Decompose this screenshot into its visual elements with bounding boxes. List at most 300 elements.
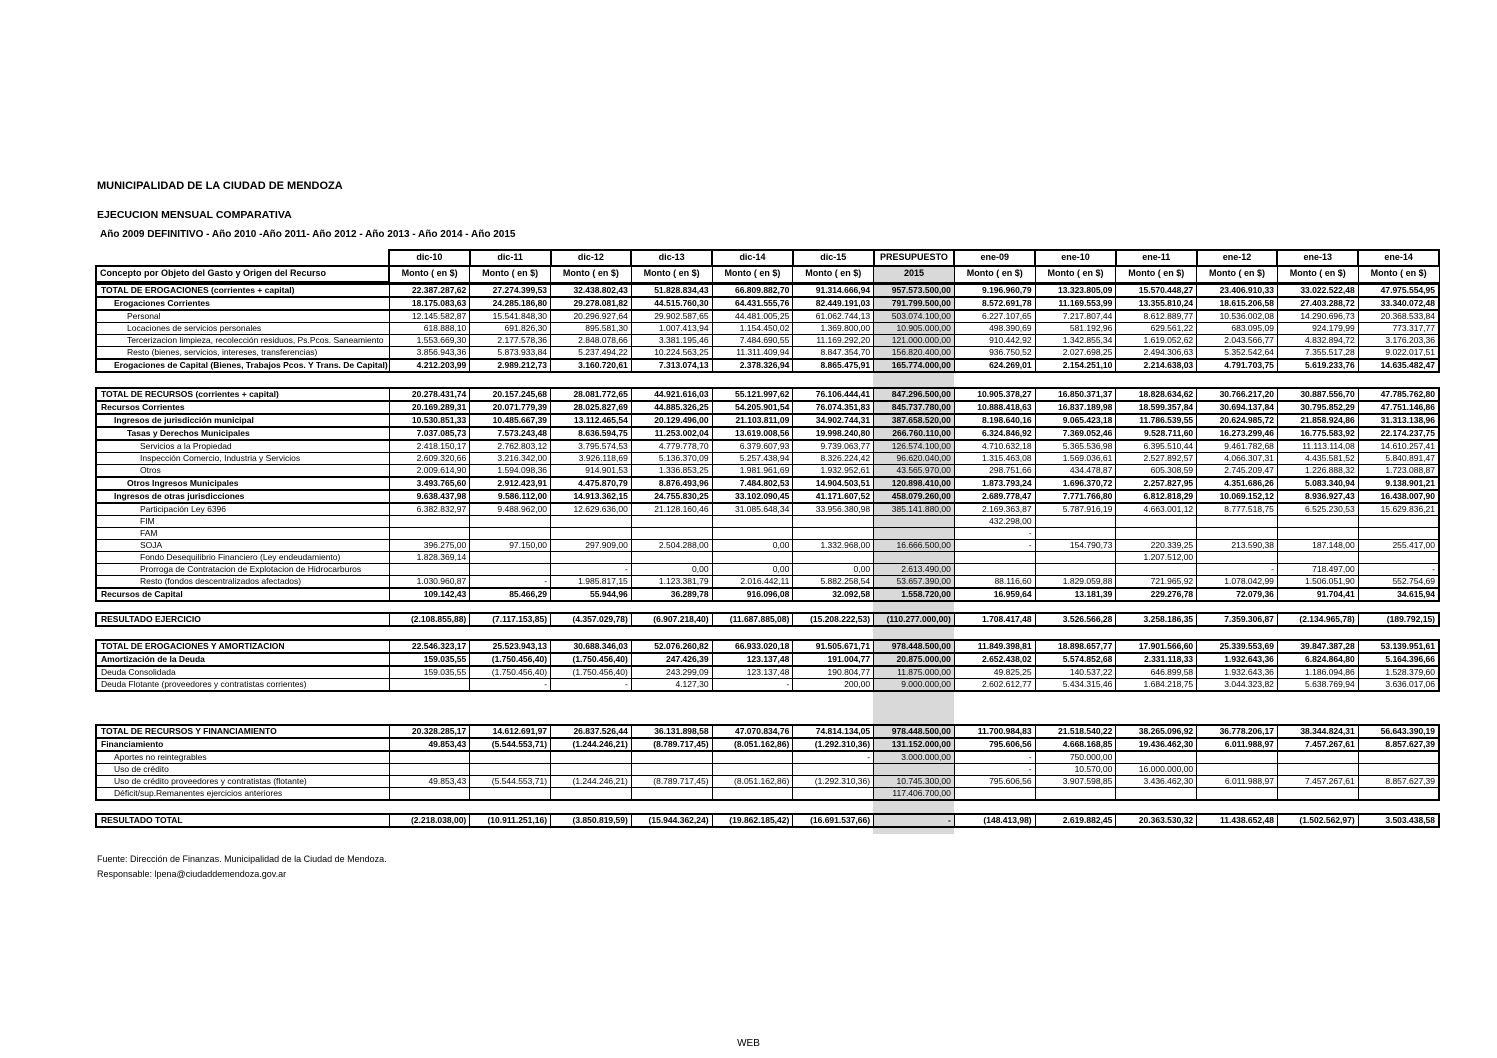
value-cell: 8.612.889,77 xyxy=(1116,310,1197,323)
value-cell: 629.561,22 xyxy=(1116,323,1197,335)
value-cell: 5.352.542,64 xyxy=(1197,347,1278,360)
value-cell: 4.668.168,85 xyxy=(1035,738,1116,751)
value-cell: (2.218.038,00) xyxy=(389,814,470,827)
value-cell: 2.912.423,91 xyxy=(470,477,551,490)
value-cell: (10.911.251,16) xyxy=(470,814,551,827)
value-cell: 8.198.640,16 xyxy=(954,414,1035,427)
row-label: SOJA xyxy=(96,540,389,552)
value-cell: 847.296.500,00 xyxy=(874,388,955,401)
value-cell xyxy=(1116,788,1197,801)
value-cell: 9.022.017,51 xyxy=(1358,347,1439,360)
value-cell: 25.523.943,13 xyxy=(470,640,551,653)
value-cell xyxy=(1277,528,1358,540)
value-cell: 11.438.652,48 xyxy=(1197,814,1278,827)
value-cell: 11.786.539,55 xyxy=(1116,414,1197,427)
value-cell: 5.136.370,09 xyxy=(631,453,712,465)
value-cell: (6.907.218,40) xyxy=(631,613,712,626)
value-cell: 16.850.371,37 xyxy=(1035,388,1116,401)
column-header-ene-13: ene-13 xyxy=(1277,250,1358,266)
value-cell xyxy=(1197,751,1278,764)
value-cell: 12.145.582,87 xyxy=(389,310,470,323)
value-cell: 2.989.212,73 xyxy=(470,359,551,372)
value-cell xyxy=(1277,751,1358,764)
value-cell: 3.526.566,28 xyxy=(1035,613,1116,626)
value-cell: 3.493.765,60 xyxy=(389,477,470,490)
value-cell: 247.426,39 xyxy=(631,653,712,666)
value-cell: 924.179,99 xyxy=(1277,323,1358,335)
value-cell: 11.169.292,20 xyxy=(793,335,874,347)
value-cell: 131.152.000,00 xyxy=(874,738,955,751)
value-cell: 23.406.910,33 xyxy=(1197,284,1278,297)
value-cell: 66.933.020,18 xyxy=(712,640,793,653)
table-row xyxy=(96,427,1439,440)
value-cell: 11.311.409,94 xyxy=(712,347,793,360)
value-cell: 82.449.191,03 xyxy=(793,297,874,310)
table-row xyxy=(96,725,1439,738)
value-cell: 47.785.762,80 xyxy=(1358,388,1439,401)
value-cell: 1.723.088,87 xyxy=(1358,465,1439,478)
report-footer xyxy=(97,852,387,883)
table-row xyxy=(96,552,1439,564)
value-cell: 936.750,52 xyxy=(954,347,1035,360)
budget-table xyxy=(95,249,1445,834)
value-cell: 2.652.438,02 xyxy=(954,653,1035,666)
row-label: TOTAL DE EROGACIONES Y AMORTIZACION xyxy=(96,640,389,653)
value-cell: 2.214.638,03 xyxy=(1116,359,1197,372)
value-cell xyxy=(631,528,712,540)
value-cell: 21.518.540,22 xyxy=(1035,725,1116,738)
value-cell xyxy=(1197,516,1278,528)
row-label: TOTAL DE EROGACIONES (corrientes + capital) xyxy=(96,284,389,297)
value-cell: 387.658.520,00 xyxy=(874,414,955,427)
value-cell: 13.355.810,24 xyxy=(1116,297,1197,310)
value-cell: 5.882.258,54 xyxy=(793,576,874,589)
value-cell: 11.253.002,04 xyxy=(631,427,712,440)
value-cell: 1.932.952,61 xyxy=(793,465,874,478)
value-cell: 29.278.081,82 xyxy=(551,297,632,310)
column-header-ene-09: ene-09 xyxy=(954,250,1035,266)
value-cell: 2.027.698,25 xyxy=(1035,347,1116,360)
value-cell xyxy=(712,751,793,764)
value-cell: (15.944.362,24) xyxy=(631,814,712,827)
value-cell: 16.273.299,46 xyxy=(1197,427,1278,440)
value-cell: 10.888.418,63 xyxy=(954,401,1035,414)
value-cell: 2.418.150,17 xyxy=(389,440,470,453)
value-cell: 10.905.000,00 xyxy=(874,323,955,335)
value-cell: (1.292.310,36) xyxy=(793,738,874,751)
value-cell: 213.590,38 xyxy=(1197,540,1278,552)
value-cell xyxy=(389,528,470,540)
value-cell: 266.760.110,00 xyxy=(874,427,955,440)
value-cell: (1.750.456,40) xyxy=(551,653,632,666)
value-cell xyxy=(551,788,632,801)
value-cell: 24.755.830,25 xyxy=(631,490,712,503)
section-gap xyxy=(95,801,1440,813)
row-label: FAM xyxy=(96,528,389,540)
value-cell: 2.619.882,45 xyxy=(1035,814,1116,827)
value-cell: 255.417,00 xyxy=(1358,540,1439,552)
value-cell: 9.000.000,00 xyxy=(874,679,955,692)
value-cell: 19.436.462,30 xyxy=(1116,738,1197,751)
value-cell: 26.837.526,44 xyxy=(551,725,632,738)
table-row xyxy=(96,640,1439,653)
value-cell: 53.139.951,61 xyxy=(1358,640,1439,653)
value-cell xyxy=(1358,788,1439,801)
value-cell: 7.037.085,73 xyxy=(389,427,470,440)
value-cell: 4.832.894,72 xyxy=(1277,335,1358,347)
value-cell: - xyxy=(954,528,1035,540)
value-cell: 31.085.648,34 xyxy=(712,503,793,516)
value-cell: 6.227.107,65 xyxy=(954,310,1035,323)
value-cell: 16.666.500,00 xyxy=(874,540,955,552)
value-cell: 2.602.612,77 xyxy=(954,679,1035,692)
table-row xyxy=(96,297,1439,310)
value-cell: 18.599.357,84 xyxy=(1116,401,1197,414)
value-cell: 187.148,00 xyxy=(1277,540,1358,552)
value-cell: (1.244.246,21) xyxy=(551,738,632,751)
value-cell: 10.224.563,25 xyxy=(631,347,712,360)
value-cell: 32.438.802,43 xyxy=(551,284,632,297)
value-cell xyxy=(470,528,551,540)
row-label: RESULTADO TOTAL xyxy=(96,814,389,827)
value-cell: 7.771.766,80 xyxy=(1035,490,1116,503)
value-cell: 24.285.186,80 xyxy=(470,297,551,310)
value-cell xyxy=(470,751,551,764)
value-cell: 1.553.669,30 xyxy=(389,335,470,347)
value-cell: 458.079.260,00 xyxy=(874,490,955,503)
value-cell: (5.544.553,71) xyxy=(470,738,551,751)
value-cell: 4.475.870,79 xyxy=(551,477,632,490)
section-gap xyxy=(95,627,1440,639)
value-cell: 8.847.354,70 xyxy=(793,347,874,360)
value-cell: - xyxy=(712,679,793,692)
report-subtitle: Año 2009 DEFINITIVO - Año 2010 -Año 2011- Año 2012 - Año 2013 - Año 2014 - Año 2015 xyxy=(100,229,516,240)
value-cell: 16.837.189,98 xyxy=(1035,401,1116,414)
value-cell: - xyxy=(551,564,632,576)
value-cell: 117.406.700,00 xyxy=(874,788,955,801)
value-cell xyxy=(874,764,955,776)
value-cell: 21.858.924,86 xyxy=(1277,414,1358,427)
value-cell: 22.174.237,75 xyxy=(1358,427,1439,440)
section-erogaciones-amortizacion xyxy=(95,639,1440,692)
value-cell: (8.789.717,45) xyxy=(631,776,712,788)
row-label: Inspección Comercio, Industria y Servicios xyxy=(96,453,389,465)
column-header-dic-10: dic-10 xyxy=(389,250,470,266)
section-resultado-total xyxy=(95,813,1440,828)
table-row xyxy=(96,490,1439,503)
value-cell: - xyxy=(954,540,1035,552)
value-cell: 7.573.243,48 xyxy=(470,427,551,440)
value-cell xyxy=(793,788,874,801)
value-cell: 38.265.096,92 xyxy=(1116,725,1197,738)
value-cell xyxy=(1358,528,1439,540)
section-gap xyxy=(95,602,1440,612)
value-cell: 3.216.342,00 xyxy=(470,453,551,465)
value-cell: 22.546.323,17 xyxy=(389,640,470,653)
value-cell: 3.176.203,36 xyxy=(1358,335,1439,347)
value-cell: 1.226.888,32 xyxy=(1277,465,1358,478)
value-cell: 20.875.000,00 xyxy=(874,653,955,666)
value-cell: 432.298,00 xyxy=(954,516,1035,528)
value-cell: 44.481.005,25 xyxy=(712,310,793,323)
value-cell xyxy=(793,528,874,540)
value-cell xyxy=(1277,788,1358,801)
value-cell: 20.278.431,74 xyxy=(389,388,470,401)
value-cell: 8.865.475,91 xyxy=(793,359,874,372)
row-label: Deuda Consolidada xyxy=(96,666,389,679)
value-cell: 154.790,73 xyxy=(1035,540,1116,552)
value-cell: 0,00 xyxy=(712,540,793,552)
value-cell: 3.856.943,36 xyxy=(389,347,470,360)
value-cell: 5.619.233,76 xyxy=(1277,359,1358,372)
table-row xyxy=(96,738,1439,751)
table-row xyxy=(96,788,1439,801)
value-cell xyxy=(954,564,1035,576)
value-cell: (2.134.965,78) xyxy=(1277,613,1358,626)
row-label: Déficit/sup.Remanentes ejercicios anteriores xyxy=(96,788,389,801)
row-label: Tasas y Derechos Municipales xyxy=(96,427,389,440)
value-cell: 14.904.503,51 xyxy=(793,477,874,490)
value-cell xyxy=(712,552,793,564)
value-cell: - xyxy=(470,576,551,589)
value-cell: 2.257.827,95 xyxy=(1116,477,1197,490)
value-cell: 5.638.769,94 xyxy=(1277,679,1358,692)
value-cell: 13.181,39 xyxy=(1035,588,1116,601)
value-cell xyxy=(1277,552,1358,564)
value-cell: 503.074.100,00 xyxy=(874,310,955,323)
value-cell: 12.629.636,00 xyxy=(551,503,632,516)
value-cell: 7.217.807,44 xyxy=(1035,310,1116,323)
value-cell: 1.828.369,14 xyxy=(389,552,470,564)
value-cell: 2.494.306,63 xyxy=(1116,347,1197,360)
column-header-dic-14: dic-14 xyxy=(712,250,793,266)
value-cell xyxy=(1035,528,1116,540)
table-row xyxy=(96,401,1439,414)
value-cell: 61.062.744,13 xyxy=(793,310,874,323)
value-cell: 7.355.517,28 xyxy=(1277,347,1358,360)
value-cell: 159.035,55 xyxy=(389,666,470,679)
row-label: Uso de crédito proveedores y contratistas (flotante) xyxy=(96,776,389,788)
row-label: Ingresos de jurisdicción municipal xyxy=(96,414,389,427)
value-cell xyxy=(874,552,955,564)
value-cell: 605.308,59 xyxy=(1116,465,1197,478)
row-label: RESULTADO EJERCICIO xyxy=(96,613,389,626)
value-cell: 156.820.400,00 xyxy=(874,347,955,360)
value-cell: 30.688.346,03 xyxy=(551,640,632,653)
value-cell: 4.435.581,52 xyxy=(1277,453,1358,465)
value-cell: - xyxy=(551,679,632,692)
value-cell: 14.913.362,15 xyxy=(551,490,632,503)
value-cell: - xyxy=(470,679,551,692)
value-cell: 5.787.916,19 xyxy=(1035,503,1116,516)
row-label: Locaciones de servicios personales xyxy=(96,323,389,335)
section-gap xyxy=(95,692,1440,724)
value-cell: (8.051.162,86) xyxy=(712,738,793,751)
section-recursos-financiamiento xyxy=(95,724,1440,801)
value-cell xyxy=(1035,552,1116,564)
value-cell: 10.530.851,33 xyxy=(389,414,470,427)
value-cell: (1.750.456,40) xyxy=(470,653,551,666)
value-cell: 773.317,77 xyxy=(1358,323,1439,335)
value-cell xyxy=(389,564,470,576)
value-cell xyxy=(1358,764,1439,776)
value-cell: 200,00 xyxy=(793,679,874,692)
value-cell xyxy=(1358,751,1439,764)
value-cell: 1.528.379,60 xyxy=(1358,666,1439,679)
value-cell: 28.081.772,65 xyxy=(551,388,632,401)
value-cell: 6.011.988,97 xyxy=(1197,738,1278,751)
value-cell: 17.901.566,60 xyxy=(1116,640,1197,653)
table-row xyxy=(96,359,1439,372)
value-cell: 895.581,30 xyxy=(551,323,632,335)
value-cell: (1.750.456,40) xyxy=(470,666,551,679)
value-cell xyxy=(1116,564,1197,576)
table-row xyxy=(96,414,1439,427)
table-row xyxy=(96,776,1439,788)
value-cell: 30.887.556,70 xyxy=(1277,388,1358,401)
value-cell: 1.708.417,48 xyxy=(954,613,1035,626)
value-cell: 3.926.118,69 xyxy=(551,453,632,465)
value-cell xyxy=(389,516,470,528)
value-cell: 220.339,25 xyxy=(1116,540,1197,552)
table-row xyxy=(96,516,1439,528)
value-cell: (4.357.029,78) xyxy=(551,613,632,626)
value-cell: 91.505.671,71 xyxy=(793,640,874,653)
column-subheader: Monto ( en $) xyxy=(954,266,1035,282)
value-cell xyxy=(389,788,470,801)
value-cell: 21.128.160,46 xyxy=(631,503,712,516)
value-cell: 27.274.399,53 xyxy=(470,284,551,297)
value-cell: 15.570.448,27 xyxy=(1116,284,1197,297)
presupuesto-column-strip xyxy=(873,373,954,387)
value-cell: (16.691.537,66) xyxy=(793,814,874,827)
value-cell: 20.169.289,31 xyxy=(389,401,470,414)
value-cell: 8.936.927,43 xyxy=(1277,490,1358,503)
row-label: Participación Ley 6396 xyxy=(96,503,389,516)
table-row xyxy=(96,653,1439,666)
row-label: Tercerizacion limpieza, recolección residuos, Ps.Pcos. Saneamiento xyxy=(96,335,389,347)
value-cell: 5.257.438,94 xyxy=(712,453,793,465)
value-cell xyxy=(470,552,551,564)
value-cell: 10.069.152,12 xyxy=(1197,490,1278,503)
value-cell: 85.466,29 xyxy=(470,588,551,601)
value-cell: 43.565.970,00 xyxy=(874,465,955,478)
value-cell: 10.745.300,00 xyxy=(874,776,955,788)
value-cell: 498.390,69 xyxy=(954,323,1035,335)
value-cell: 1.594.098,36 xyxy=(470,465,551,478)
value-cell: 121.000.000,00 xyxy=(874,335,955,347)
value-cell xyxy=(793,516,874,528)
value-cell: 1.154.450,02 xyxy=(712,323,793,335)
value-cell: 20.071.779,39 xyxy=(470,401,551,414)
value-cell: 3.160.720,61 xyxy=(551,359,632,372)
value-cell: 2.009.614,90 xyxy=(389,465,470,478)
value-cell: 72.079,36 xyxy=(1197,588,1278,601)
column-header-ene-12: ene-12 xyxy=(1197,250,1278,266)
value-cell: 297.909,00 xyxy=(551,540,632,552)
value-cell xyxy=(1358,516,1439,528)
value-cell: 47.751.146,86 xyxy=(1358,401,1439,414)
value-cell: 36.778.206,17 xyxy=(1197,725,1278,738)
value-cell xyxy=(470,788,551,801)
value-cell: 1.030.960,87 xyxy=(389,576,470,589)
value-cell: 581.192,96 xyxy=(1035,323,1116,335)
column-subheader: Monto ( en $) xyxy=(470,266,551,282)
table-row xyxy=(96,323,1439,335)
value-cell: 190.804,77 xyxy=(793,666,874,679)
value-cell: 31.313.138,96 xyxy=(1358,414,1439,427)
value-cell: 20.624.985,72 xyxy=(1197,414,1278,427)
value-cell: 910.442,92 xyxy=(954,335,1035,347)
value-cell: 30.694.137,84 xyxy=(1197,401,1278,414)
value-cell: 33.956.380,98 xyxy=(793,503,874,516)
section-recursos xyxy=(95,387,1440,602)
value-cell: 2.609.320,66 xyxy=(389,453,470,465)
value-cell xyxy=(1116,516,1197,528)
value-cell: 1.123.381,79 xyxy=(631,576,712,589)
row-label: Ingresos de otras jurisdicciones xyxy=(96,490,389,503)
value-cell xyxy=(470,764,551,776)
value-cell: 845.737.780,00 xyxy=(874,401,955,414)
value-cell xyxy=(389,679,470,692)
value-cell: 22.387.287,62 xyxy=(389,284,470,297)
value-cell: 6.382.832,97 xyxy=(389,503,470,516)
value-cell: 6.525.230,53 xyxy=(1277,503,1358,516)
report-title: EJECUCION MENSUAL COMPARATIVA xyxy=(97,209,292,221)
value-cell: 8.326.224,42 xyxy=(793,453,874,465)
row-label: Personal xyxy=(96,310,389,323)
value-cell xyxy=(712,764,793,776)
value-cell: 10.905.378,27 xyxy=(954,388,1035,401)
value-cell: 9.586.112,00 xyxy=(470,490,551,503)
row-label: Aportes no reintegrables xyxy=(96,751,389,764)
row-label: Resto (bienes, servicios, intereses, transferencias) xyxy=(96,347,389,360)
value-cell: 18.615.206,58 xyxy=(1197,297,1278,310)
value-cell: (19.862.185,42) xyxy=(712,814,793,827)
value-cell: (15.208.222,53) xyxy=(793,613,874,626)
web-tag: WEB xyxy=(737,1038,760,1049)
value-cell: 2.177.578,36 xyxy=(470,335,551,347)
value-cell: 6.824.864,80 xyxy=(1277,653,1358,666)
footer-responsible: Responsable: lpena@ciudaddemendoza.gov.ar xyxy=(97,869,287,880)
row-label: TOTAL DE RECURSOS (corrientes + capital) xyxy=(96,388,389,401)
value-cell: 750.000,00 xyxy=(1035,751,1116,764)
value-cell: 0,00 xyxy=(712,564,793,576)
column-header-presupuesto: PRESUPUESTO xyxy=(874,250,955,266)
column-subheader: Monto ( en $) xyxy=(712,266,793,282)
value-cell: 9.638.437,98 xyxy=(389,490,470,503)
value-cell: 140.537,22 xyxy=(1035,666,1116,679)
value-cell: 51.828.834,43 xyxy=(631,284,712,297)
value-cell: 120.898.410,00 xyxy=(874,477,955,490)
value-cell: 16.000.000,00 xyxy=(1116,764,1197,776)
column-subheader: Monto ( en $) xyxy=(1035,266,1116,282)
value-cell: 721.965,92 xyxy=(1116,576,1197,589)
value-cell: 4.212.203,99 xyxy=(389,359,470,372)
value-cell: 165.774.000,00 xyxy=(874,359,955,372)
value-cell: (189.792,15) xyxy=(1358,613,1439,626)
table-row xyxy=(96,440,1439,453)
column-subheader: Monto ( en $) xyxy=(1358,266,1439,282)
value-cell: 7.457.267,61 xyxy=(1277,738,1358,751)
value-cell: 8.857.627,39 xyxy=(1358,738,1439,751)
header-spacer xyxy=(96,250,389,266)
value-cell: 1.332.968,00 xyxy=(793,540,874,552)
value-cell xyxy=(1277,764,1358,776)
value-cell: (110.277.000,00) xyxy=(874,613,955,626)
column-subheader: Monto ( en $) xyxy=(389,266,470,282)
value-cell: 14.635.482,47 xyxy=(1358,359,1439,372)
